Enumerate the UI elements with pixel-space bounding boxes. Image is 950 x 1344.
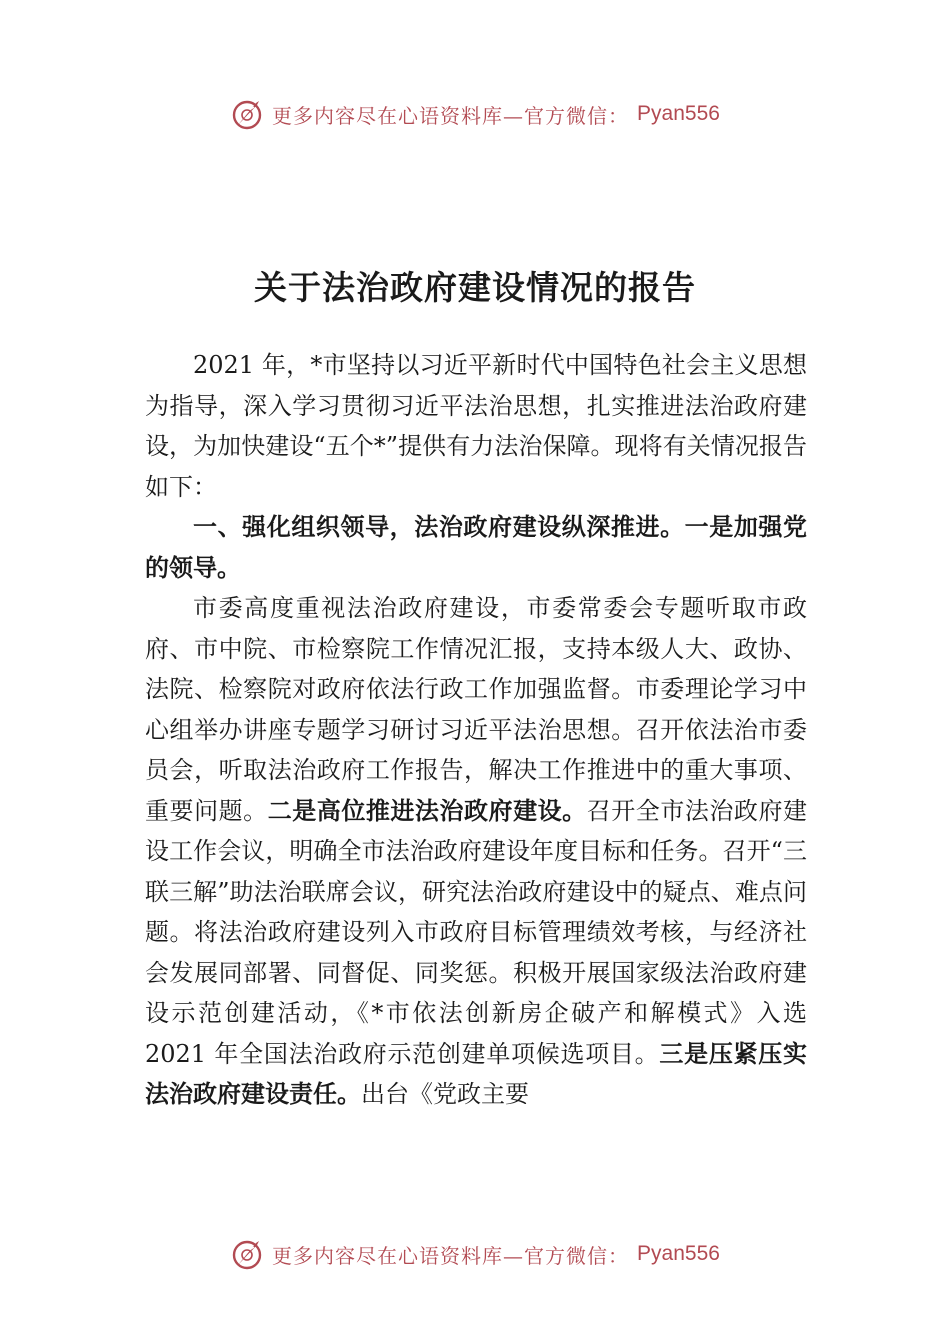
body-paragraph xyxy=(145,588,807,1115)
header-banner xyxy=(0,94,950,134)
quill-logo-icon xyxy=(230,97,264,131)
banner-wechat-id: Pyan556 xyxy=(637,1242,720,1265)
banner-wechat-id: Pyan556 xyxy=(637,102,720,125)
paragraph-text: 召开全市法治政府建设工作会议，明确全市法治政府建设年度目标和任务。召开“三联三解”助法治联席会议，研究法治政府建设中的疑点、难点问题。将法治政府建设列入市政府目标管理绩效考核，与经济社会发展同部署、同督促、同奖惩。积极开展国家级法治政府建设示范创建活动，《*市依法创新房企破产和解模式》入选 2021 年全国法治政府示范创建单项候选项目。 xyxy=(145,796,808,1068)
document-body xyxy=(145,345,807,1115)
banner-text: 更多内容尽在心语资料库—官方微信： xyxy=(272,1243,630,1268)
point-heading: 二是高位推进法治政府建设。 xyxy=(267,796,587,825)
section-heading: 一、强化组织领导，法治政府建设纵深推进。一是加强党的领导。 xyxy=(145,513,807,582)
document-title: 关于法治政府建设情况的报告 xyxy=(254,268,696,307)
paragraph-text: 出台《党政主要 xyxy=(361,1080,529,1108)
footer-banner xyxy=(0,1234,950,1274)
paragraph-text: 市委高度重视法治政府建设，市委常委会专题听取市政府、市中院、市检察院工作情况汇报，支持本级人大、政协、法院、检察院对政府依法行政工作加强监督。市委理论学习中心组举办讲座专题学习研讨习近平法治思想。召开依法治市委员会，听取法治政府工作报告，解决工作推进中的重大事项、重要问题。 xyxy=(145,594,807,825)
intro-paragraph: 2021 年，*市坚持以习近平新时代中国特色社会主义思想为指导，深入学习贯彻习近平法治思想，扎实推进法治政府建设，为加快建设“五个*”提供有力法治保障。现将有关情况报告如下： xyxy=(145,351,807,501)
banner-text: 更多内容尽在心语资料库—官方微信： xyxy=(272,103,630,128)
quill-logo-icon xyxy=(230,1237,264,1271)
point-heading: 三是压紧压实法治政府建设责任。 xyxy=(145,1039,807,1108)
